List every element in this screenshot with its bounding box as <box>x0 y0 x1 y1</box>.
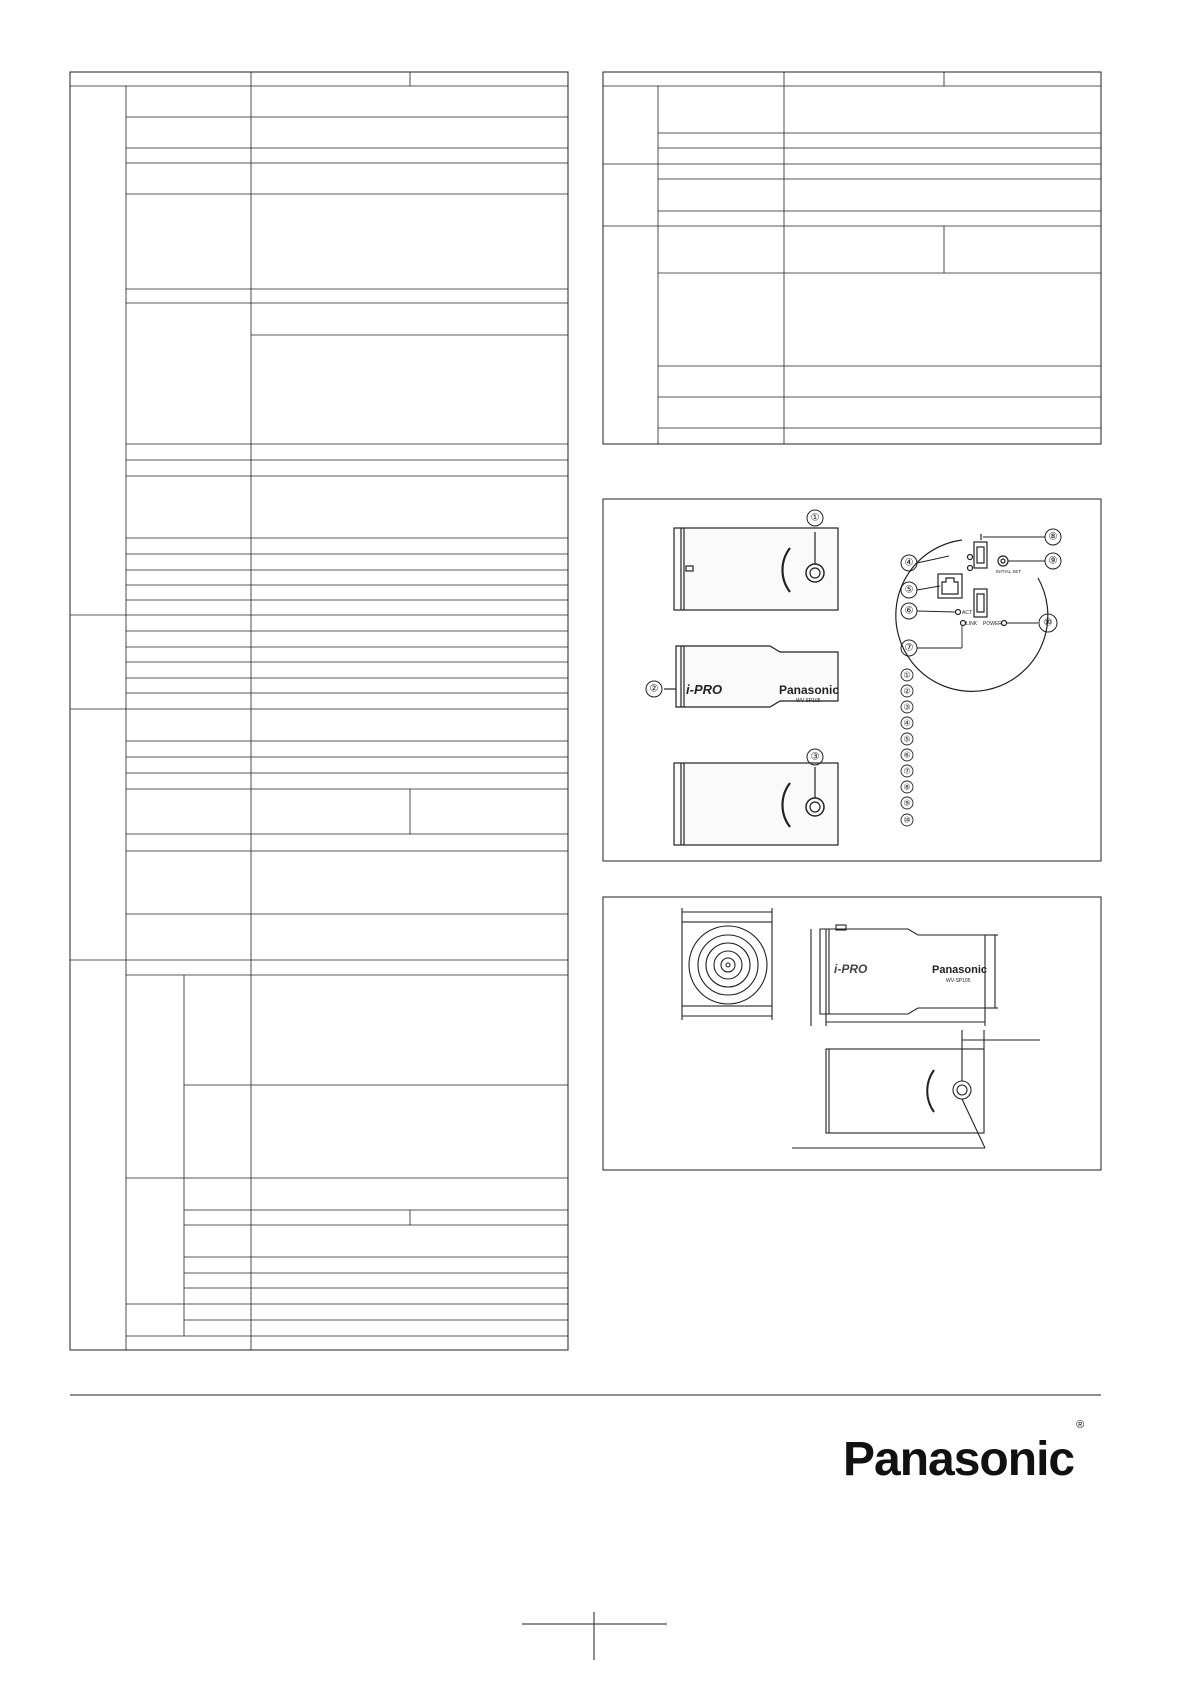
legend-5: ⑤ <box>903 734 911 744</box>
camera-brand-label: Panasonic <box>779 683 840 697</box>
front-view <box>682 908 772 1020</box>
dim-series-logo: i-PRO <box>834 962 868 976</box>
callout-1-number: ① <box>810 512 820 524</box>
bottom-view-dimensioned <box>792 1030 1040 1148</box>
legend-2: ② <box>903 686 911 696</box>
legend-6: ⑥ <box>903 750 911 760</box>
callout-2-number: ② <box>649 683 659 695</box>
legend-10: ⑩ <box>903 815 911 825</box>
registered-mark: ® <box>1076 1419 1084 1431</box>
callout-3-number: ③ <box>810 751 820 763</box>
legend-3: ③ <box>903 702 911 712</box>
callout-5-number: ⑤ <box>904 584 914 596</box>
rear-callout-circles <box>901 529 1061 656</box>
legend-9: ⑨ <box>903 798 911 808</box>
crop-mark <box>522 1612 667 1660</box>
panasonic-logo <box>843 1419 1084 1487</box>
dimensions-diagram <box>603 897 1101 1170</box>
parts-diagram <box>603 499 1101 861</box>
dim-model-label: WV-SP105 <box>946 978 971 984</box>
legend-8: ⑧ <box>903 782 911 792</box>
label-link: LINK <box>966 621 978 627</box>
rear-callout-lines <box>917 537 1045 648</box>
callout-9-number: ⑨ <box>1048 555 1058 567</box>
camera-bottom-view <box>674 763 838 845</box>
legend-7: ⑦ <box>903 766 911 776</box>
callout-4-number: ④ <box>904 557 914 569</box>
dim-brand-label: Panasonic <box>932 964 988 976</box>
camera-model-label: WV-SP105 <box>796 698 821 704</box>
callout-7-number: ⑦ <box>904 642 914 654</box>
callout-8-number: ⑧ <box>1048 531 1058 543</box>
legend-4: ④ <box>903 718 911 728</box>
label-initial-set: INITIAL SET <box>996 569 1022 574</box>
legend-1: ① <box>903 670 911 680</box>
label-power: POWER <box>983 621 1002 627</box>
right-spec-table <box>603 72 1101 444</box>
label-act: ACT <box>962 610 972 616</box>
brand-name: Panasonic <box>843 1433 1075 1486</box>
callout-6-number: ⑥ <box>904 605 914 617</box>
camera-top-view <box>674 528 838 610</box>
left-spec-table <box>70 72 568 1350</box>
legend-number-texts <box>903 671 910 825</box>
left-table-rows <box>126 117 568 1336</box>
callout-10-number: ⑩ <box>1043 617 1053 629</box>
right-table-rows <box>603 133 1101 428</box>
series-logo: i-PRO <box>686 682 723 697</box>
